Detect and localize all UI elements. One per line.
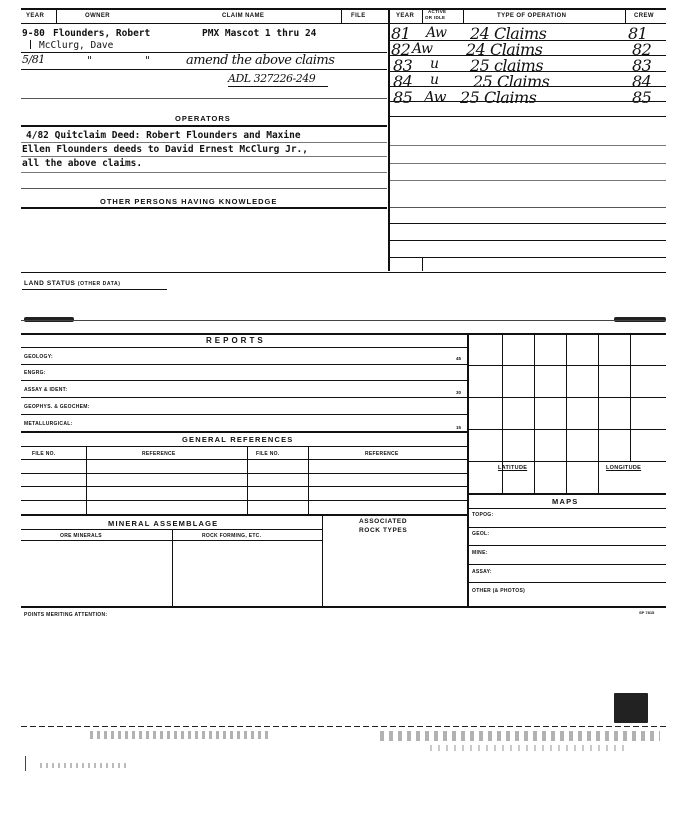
divider [341,9,342,23]
op-year: 83 [393,56,413,75]
amend-text: amend the above claims [186,53,335,68]
report-label-geology: GEOLOGY: [24,354,53,360]
row-rule [21,364,467,365]
row-rule [21,380,467,381]
scan-noise [430,745,630,751]
maps-geol: GEOL: [472,531,490,537]
ops-rule [390,223,666,224]
header-type-of-operation: TYPE OF OPERATION [497,13,567,19]
land-status-title [24,280,120,287]
maps-assay: ASSAY: [472,569,492,575]
other-persons-rule [21,207,387,209]
op-type: 24 Claims [470,24,547,43]
ops-rule [390,116,666,117]
row-rule [467,545,666,546]
maps-topog: TOPOG: [472,512,494,518]
points-title: POINTS MERITING ATTENTION: [24,612,108,618]
op-crew: 82 [632,40,652,59]
divider [172,529,173,607]
ops-rule [390,257,666,258]
row-rule [21,98,387,99]
divider [422,9,423,23]
ref-col-reference-1: REFERENCE [142,451,176,457]
header-active: ACTIVE [428,9,447,14]
longitude-label: LONGITUDE [606,465,642,471]
scan-blot [614,693,648,723]
row-rule [21,272,666,273]
maps-mine: MINE: [472,550,488,556]
op-year: 82 [391,40,411,59]
divider [86,446,87,514]
report-num: 45 [456,356,462,361]
report-label-engrg: ENGRG: [24,370,46,376]
land-status-label: LAND STATUS [24,280,76,287]
reports-top-rule [21,333,666,335]
op-type: 25 claims [470,56,544,75]
grid-row [467,429,666,430]
ops-rule [390,207,666,208]
ops-rule [390,180,666,181]
land-status-subtitle: (OTHER DATA) [77,281,121,287]
grid-col [566,333,567,493]
row-rule [21,188,387,189]
latitude-label: LATITUDE [498,465,528,471]
report-num: 15 [456,425,462,430]
row-rule [21,500,467,501]
ore-minerals-label: ORE MINERALS [60,533,102,539]
grid-col [534,333,535,493]
op-status: u [430,72,439,88]
ops-rule [390,145,666,146]
header-year-2: YEAR [396,13,415,19]
form-number: SP 7815 [639,610,655,615]
grid-row [467,461,666,462]
op-crew: 81 [628,24,648,43]
owner-line-1: Flounders, Robert [53,28,151,39]
land-status-underline [22,289,167,290]
op-crew: 84 [632,72,652,91]
row-rule [21,347,467,348]
operators-line-2: Ellen Flounders deeds to David Ernest McClurg Jr., [22,144,308,155]
scan-noise-line [21,726,666,727]
op-type: 24 Claims [466,40,543,59]
row-rule [467,508,666,509]
row-rule [21,473,467,474]
associated-label: ASSOCIATED [359,518,408,525]
op-year: 84 [393,72,413,91]
op-status: Aw [424,88,446,106]
row-rule [21,514,467,516]
divider [463,9,464,23]
row-rule [467,527,666,528]
row-rule [21,320,666,321]
reports-title: REPORTS [206,336,266,345]
header-file: FILE [351,13,366,19]
header-year: YEAR [26,13,45,19]
header-owner: OWNER [85,13,110,19]
adl-number: ADL 327226-249 [228,72,316,85]
owner-line-2: McClurg, Dave [39,40,114,51]
row-rule [21,414,467,415]
header-crew: CREW [634,13,654,19]
grid-row [467,397,666,398]
rock-types-label: ROCK TYPES [359,527,408,534]
grid-row [467,493,666,495]
divider [625,9,626,23]
op-crew: 85 [632,88,652,107]
other-persons-title: OTHER PERSONS HAVING KNOWLEDGE [100,197,278,206]
mineral-assemblage-title: MINERAL ASSEMBLAGE [108,519,219,528]
op-type: 25 Claims [460,88,537,107]
row-rule [467,582,666,583]
grid-row [467,365,666,366]
row-rule [21,459,467,460]
op-status: Aw [412,41,433,57]
ref-col-reference-2: REFERENCE [365,451,399,457]
row-rule [21,486,467,487]
operators-line-1: 4/82 Quitclaim Deed: Robert Flounders and Maxine [26,130,301,141]
op-crew: 83 [632,56,652,75]
header-claim-name: CLAIM NAME [222,13,265,19]
op-type: 25 Claims [473,72,550,91]
scan-noise [40,763,130,768]
row-rule [21,156,387,157]
row-rule [467,564,666,565]
row-rule [21,69,387,70]
grid-left-border [467,333,469,607]
op-status: u [430,56,439,72]
row-rule [21,172,387,173]
ditto-2: " [145,54,150,67]
claim-name: PMX Mascot 1 thru 24 [202,28,317,39]
grid-col [598,333,599,493]
operators-rule [21,125,387,127]
ops-rule [390,240,666,241]
divider [56,9,57,23]
divider [422,257,423,271]
top-border [21,8,666,10]
rock-forming-label: ROCK FORMING, ETC. [202,533,262,539]
center-divider [388,9,390,271]
report-label-assay: ASSAY & IDENT: [24,387,68,393]
header-bottom-rule [21,23,666,24]
amend-date: 5/81 [22,53,45,66]
ref-col-file-no-1: FILE NO. [32,451,56,457]
row-rule [21,446,467,447]
report-label-metallurgical: METALLURGICAL: [24,421,73,427]
scan-noise [90,731,270,739]
maps-title: MAPS [552,497,579,506]
divider [247,446,248,514]
op-year: 81 [391,24,411,43]
maps-other: OTHER (& PHOTOS) [472,588,526,594]
op-year: 85 [393,88,413,107]
operators-title: OPERATORS [175,114,231,123]
ops-rule [390,163,666,164]
ref-col-file-no-2: FILE NO. [256,451,280,457]
ditto-1: " [87,54,92,67]
row-rule [21,431,467,433]
general-references-title: GENERAL REFERENCES [182,435,294,444]
divider [308,446,309,514]
divider [322,514,323,607]
operators-line-3: all the above claims. [22,158,143,169]
scan-noise [380,731,660,741]
header-or-idle: OR IDLE [425,15,446,20]
op-status: Aw [426,25,447,41]
claim-date: 9-80 [22,28,45,39]
scan-mark [25,756,26,771]
row-rule [21,397,467,398]
report-num: 30 [456,390,462,395]
adl-underline [228,86,328,87]
row-rule [21,142,387,143]
bottom-rule [21,606,666,608]
report-label-geophys: GEOPHYS. & GEOCHEM: [24,404,90,410]
tick-mark [30,40,31,49]
